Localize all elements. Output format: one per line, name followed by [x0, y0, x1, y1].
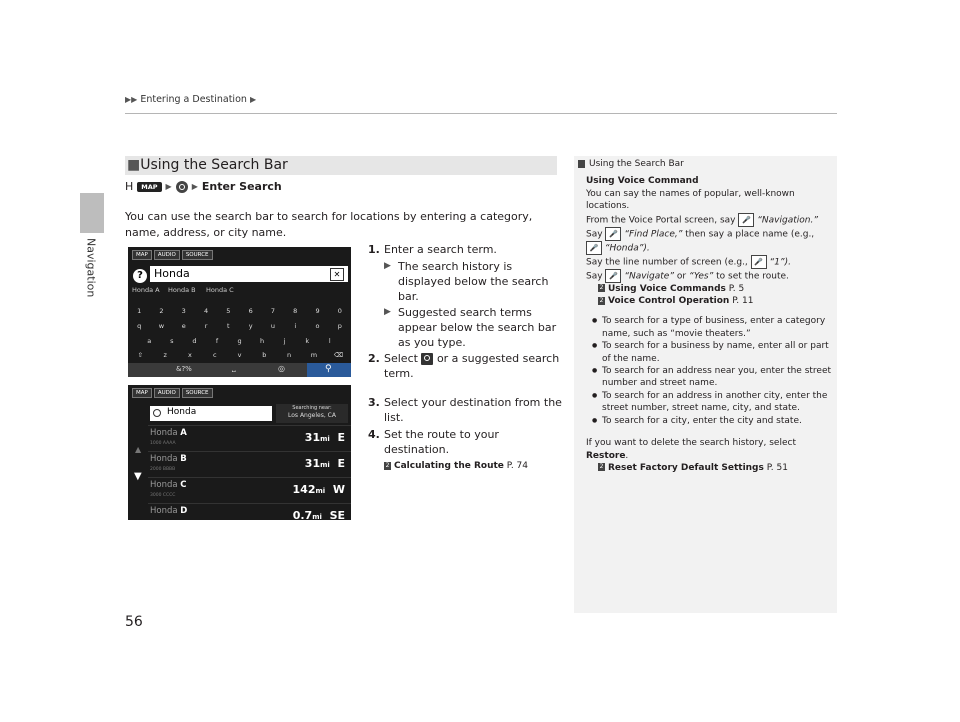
search-icon — [153, 409, 161, 417]
scrollbar[interactable] — [132, 445, 144, 515]
step-2: 2. Select or a suggested search term. — [368, 352, 560, 380]
header-rule — [125, 113, 837, 114]
bullet-item: ● To search for a city, enter the city and state. — [594, 415, 836, 427]
results-screen — [128, 385, 351, 520]
suggestion-item[interactable]: Honda C — [206, 286, 234, 294]
key[interactable]: z — [163, 351, 167, 359]
key[interactable]: x — [188, 351, 192, 359]
reference-icon: 2 — [599, 296, 604, 304]
nav-path — [125, 180, 282, 193]
talk-icon: 🎤 — [738, 213, 754, 227]
step-1-sub: ▶ The search history is displayed below the search bar. — [384, 260, 549, 303]
breadcrumb — [125, 94, 256, 105]
key[interactable]: q — [137, 322, 142, 330]
home-icon: H — [125, 180, 134, 193]
search-icon — [421, 353, 433, 365]
talk-icon: 🎤 — [586, 241, 602, 255]
path-arrow-icon: ▶ — [165, 182, 172, 191]
key[interactable]: 9 — [315, 307, 320, 315]
steps-list — [368, 242, 563, 474]
cross-reference[interactable]: 2 Voice Control Operation P. 11 — [599, 296, 754, 307]
key[interactable]: b — [262, 351, 267, 359]
cross-reference[interactable]: 2 Using Voice Commands P. 5 — [599, 283, 745, 294]
suggestion-item[interactable]: Honda A — [132, 286, 160, 294]
arrow-icon: ▶ — [384, 307, 391, 317]
reference-icon: 2 — [599, 463, 604, 471]
search-submit-button[interactable] — [307, 363, 351, 377]
symbols-key[interactable]: &?% — [176, 365, 192, 373]
breadcrumb-arrow-icon: ▶▶ — [125, 95, 138, 104]
side-tab-label: Navigation — [84, 238, 98, 298]
scroll-up-icon[interactable]: ▲ — [135, 445, 142, 454]
breadcrumb-current[interactable]: Entering a Destination — [140, 94, 247, 105]
location-icon[interactable]: ◎ — [278, 364, 285, 373]
step-1-sub: ▶ Suggested search terms appear below the search bar as you type. — [384, 306, 557, 349]
source-button[interactable]: SOURCE — [182, 388, 213, 398]
nav-path-end: Enter Search — [201, 180, 282, 193]
key[interactable]: t — [227, 322, 230, 330]
key[interactable]: u — [270, 322, 275, 330]
key[interactable]: s — [170, 337, 174, 345]
sidebar-content: Using the Search Bar Using Voice Command You can say the names of popular, well-known locations. From the Voice Portal screen, say 🎤 “Navigation.” Say 🎤 “Find Place,” then say a place name (e.g., 🎤 “Honda”). Say the line number of screen (e.g., 🎤 “1”). Say 🎤 “Navigate” or “Yes” to set the route. 2 Using Voice Commands P. 5 2 Voice Control Operation P. 11 ● To search for a type of business, enter a category name, such as “movie theaters.” ● To search for a business by name, enter all or part of the name. ● To search for an address near you, enter the street number and street name. ● To search for an address in another city, enter the street number, street name, city, and state. ● To search for a city, enter the city and state. If you want to delete the search history, select Restore. 2 Reset Factory Default Settings P. 51 — [578, 158, 836, 474]
arrow-icon: ▶ — [384, 261, 391, 271]
key[interactable]: c — [212, 351, 217, 359]
bullet-item: ● To search for an address in another city, enter the street number, street name, city, and state. — [594, 390, 836, 415]
key[interactable]: a — [147, 337, 152, 345]
search-icon — [176, 181, 188, 193]
key[interactable]: 2 — [159, 307, 164, 315]
talk-icon: 🎤 — [605, 227, 621, 241]
result-row[interactable]: Honda C 3000 CCCC 142mi W — [148, 477, 351, 503]
scroll-down-icon[interactable]: ▼ — [134, 471, 142, 482]
section-title: ■Using the Search Bar — [127, 157, 288, 173]
key-row-q — [128, 322, 351, 330]
key[interactable]: 3 — [181, 307, 186, 315]
sidebar-header: Using the Search Bar — [589, 159, 684, 169]
key[interactable]: g — [237, 337, 242, 345]
keyboard-bottom-row — [128, 363, 351, 377]
suggestion-item[interactable]: Honda B — [168, 286, 196, 294]
search-icon: ⚲ — [325, 364, 332, 374]
map-button[interactable]: MAP — [132, 388, 152, 398]
key[interactable]: 8 — [293, 307, 298, 315]
key[interactable]: y — [248, 322, 253, 330]
backspace-key[interactable]: ⌫ — [334, 351, 344, 359]
key[interactable]: m — [310, 351, 318, 359]
key-row-z — [128, 351, 351, 359]
key[interactable]: 4 — [203, 307, 209, 315]
key[interactable]: i — [294, 322, 297, 330]
result-row[interactable]: Honda A 1000 AAAA 31mi E — [148, 425, 351, 451]
key[interactable]: 6 — [248, 307, 253, 315]
bullet-item: ● To search for a business by name, enter all or part of the name. — [594, 340, 836, 365]
talk-icon: 🎤 — [605, 269, 621, 283]
key[interactable]: e — [181, 322, 186, 330]
talk-icon: 🎤 — [751, 255, 767, 269]
key[interactable]: h — [260, 337, 265, 345]
map-button-icon: MAP — [137, 182, 161, 192]
voice-text: You can say the names of popular, well-known locations. — [586, 188, 795, 212]
intro-text: You can use the search bar to search for locations by entering a category, name, address, or city name. — [125, 210, 533, 239]
key[interactable]: 0 — [337, 307, 342, 315]
step-1: 1. Enter a search term. — [368, 243, 497, 256]
keyboard-screen — [128, 247, 351, 377]
search-near-city: Los Angeles, CA — [288, 412, 336, 419]
key[interactable]: w — [158, 322, 165, 330]
page-number: 56 — [125, 614, 143, 630]
search-near-button[interactable] — [276, 404, 348, 423]
key[interactable]: 5 — [226, 307, 231, 315]
map-button[interactable]: MAP — [132, 250, 152, 260]
breadcrumb-arrow-icon: ▶ — [249, 95, 257, 104]
key[interactable]: 7 — [270, 307, 275, 315]
key-row-a — [128, 337, 351, 345]
clear-icon[interactable]: ✕ — [330, 268, 344, 281]
source-button[interactable]: SOURCE — [182, 250, 213, 260]
key[interactable]: 1 — [137, 307, 142, 315]
path-arrow-icon: ▶ — [191, 182, 198, 191]
side-tab-marker — [80, 193, 104, 233]
key[interactable]: j — [283, 337, 286, 345]
search-near-label: Searching near: — [292, 405, 332, 411]
key[interactable]: n — [287, 351, 292, 359]
bullet-item: ● To search for an address near you, enter the street number and street name. — [594, 365, 836, 390]
key-row-numbers — [128, 307, 351, 315]
key[interactable]: o — [315, 322, 320, 330]
key[interactable]: p — [337, 322, 342, 330]
result-row[interactable]: Honda D 0.7mi SE — [148, 503, 351, 520]
step-3: 3. Select your destination from the list. — [368, 396, 562, 424]
key[interactable]: l — [328, 337, 331, 345]
key[interactable]: d — [192, 337, 197, 345]
step-4: 4. Set the route to your destination. — [368, 428, 499, 456]
result-row[interactable]: Honda B 2000 BBBB 31mi E — [148, 451, 351, 477]
restore-label: Restore — [586, 450, 626, 461]
key[interactable]: v — [237, 351, 242, 359]
restore-text: If you want to delete the search history, select — [586, 438, 796, 449]
key[interactable]: k — [305, 337, 310, 345]
shift-key[interactable]: ⇧ — [137, 351, 144, 359]
reference-icon: 2 — [385, 461, 390, 469]
suggestion-row — [128, 286, 351, 300]
key[interactable]: f — [215, 337, 219, 345]
voice-title: Using Voice Command — [586, 176, 699, 187]
cross-reference[interactable]: 2 Calculating the Route P. 74 — [385, 461, 528, 471]
bullet-item: ● To search for a type of business, enter a category name, such as “movie theaters.” — [594, 315, 836, 340]
search-input[interactable]: Honda — [150, 406, 272, 421]
reference-icon: 2 — [599, 284, 604, 292]
audio-button[interactable]: AUDIO — [154, 250, 180, 260]
audio-button[interactable]: AUDIO — [154, 388, 180, 398]
space-key[interactable]: ⎵ — [232, 363, 236, 373]
search-input[interactable]: Honda ✕ — [150, 266, 348, 282]
cross-reference[interactable]: 2 Reset Factory Default Settings P. 51 — [599, 462, 788, 473]
key[interactable]: r — [204, 322, 208, 330]
note-icon — [578, 160, 585, 168]
help-icon[interactable]: ? — [133, 269, 147, 283]
